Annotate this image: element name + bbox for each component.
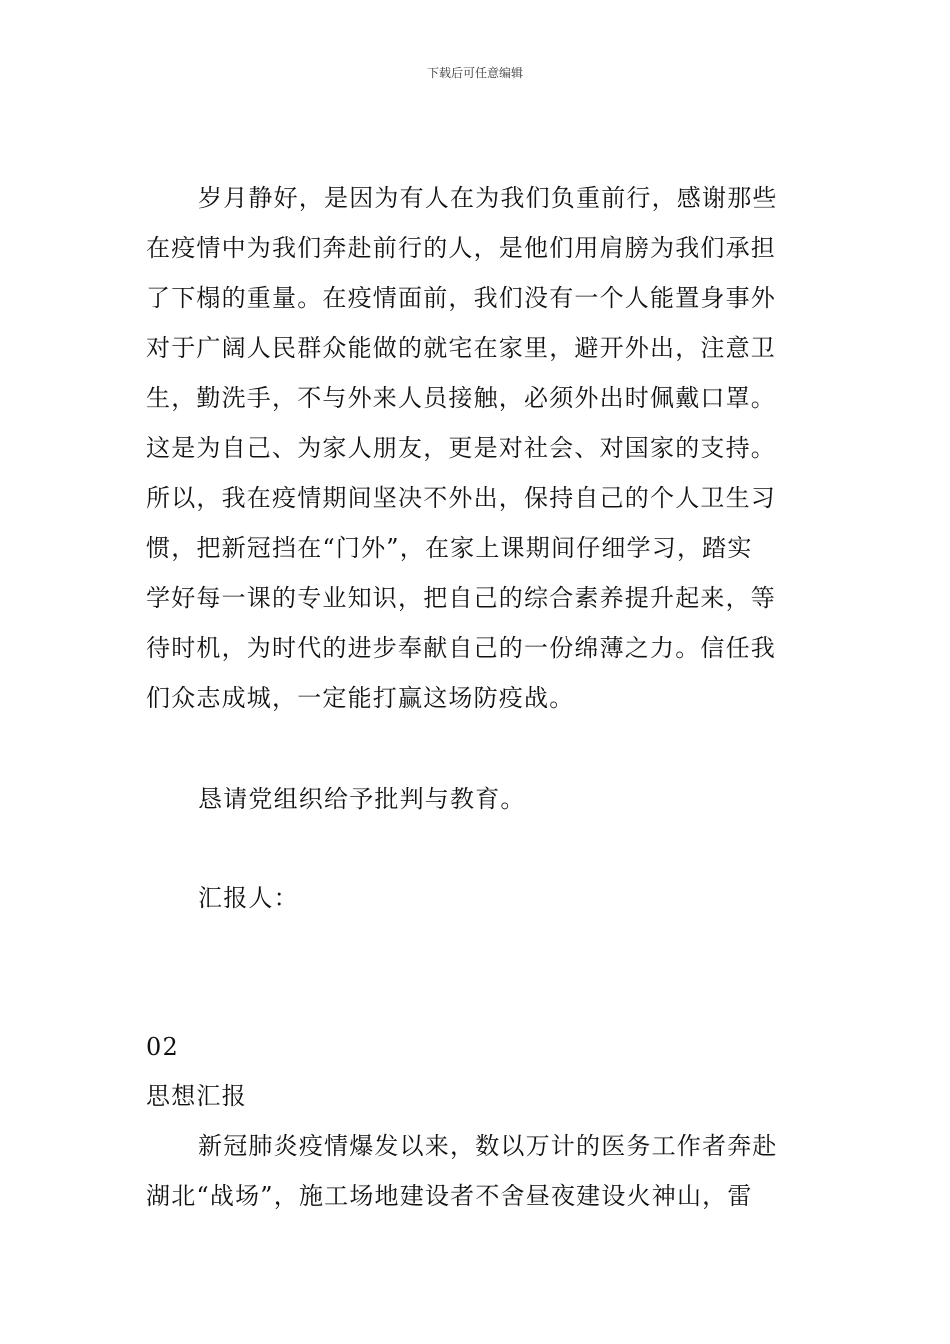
paragraph-line: 湖北“战场”，施工场地建设者不舍昼夜建设火神山，雷	[146, 1182, 753, 1210]
paragraph-line: 惯，把新冠挡在“门外”，在家上课期间仔细学习，踏实	[146, 534, 753, 562]
paragraph-line: 岁月静好，是因为有人在为我们负重前行，感谢那些	[198, 184, 778, 212]
paragraph-line: 生，勤洗手，不与外来人员接触，必须外出时佩戴口罩。	[146, 384, 776, 412]
page-header: 下载后可任意编辑	[426, 66, 523, 80]
paragraph-line: 所以，我在疫情期间坚决不外出，保持自己的个人卫生习	[146, 484, 776, 512]
request-text: 恳请党组织给予批判与教育。	[198, 785, 526, 813]
paragraph-line: 在疫情中为我们奔赴前行的人，是他们用肩膀为我们承担	[146, 234, 776, 262]
paragraph-line: 们众志成城，一定能打赢这场防疫战。	[146, 684, 575, 712]
reporter-label: 汇报人：	[198, 884, 299, 912]
paragraph-line: 学好每一课的专业知识，把自己的综合素养提升起来，等	[146, 584, 776, 612]
section-title: 思想汇报	[146, 1082, 247, 1110]
paragraph-line: 新冠肺炎疫情爆发以来，数以万计的医务工作者奔赴	[198, 1132, 778, 1160]
paragraph-line: 对于广阔人民群众能做的就宅在家里，避开外出，注意卫	[146, 334, 776, 362]
section-number: 02	[146, 1033, 179, 1061]
paragraph-line: 了下榻的重量。在疫情面前，我们没有一个人能置身事外	[146, 284, 776, 312]
paragraph-line: 待时机，为时代的进步奉献自己的一份绵薄之力。信任我	[146, 634, 776, 662]
paragraph-line: 这是为自己、为家人朋友，更是对社会、对国家的支持。	[146, 434, 776, 462]
